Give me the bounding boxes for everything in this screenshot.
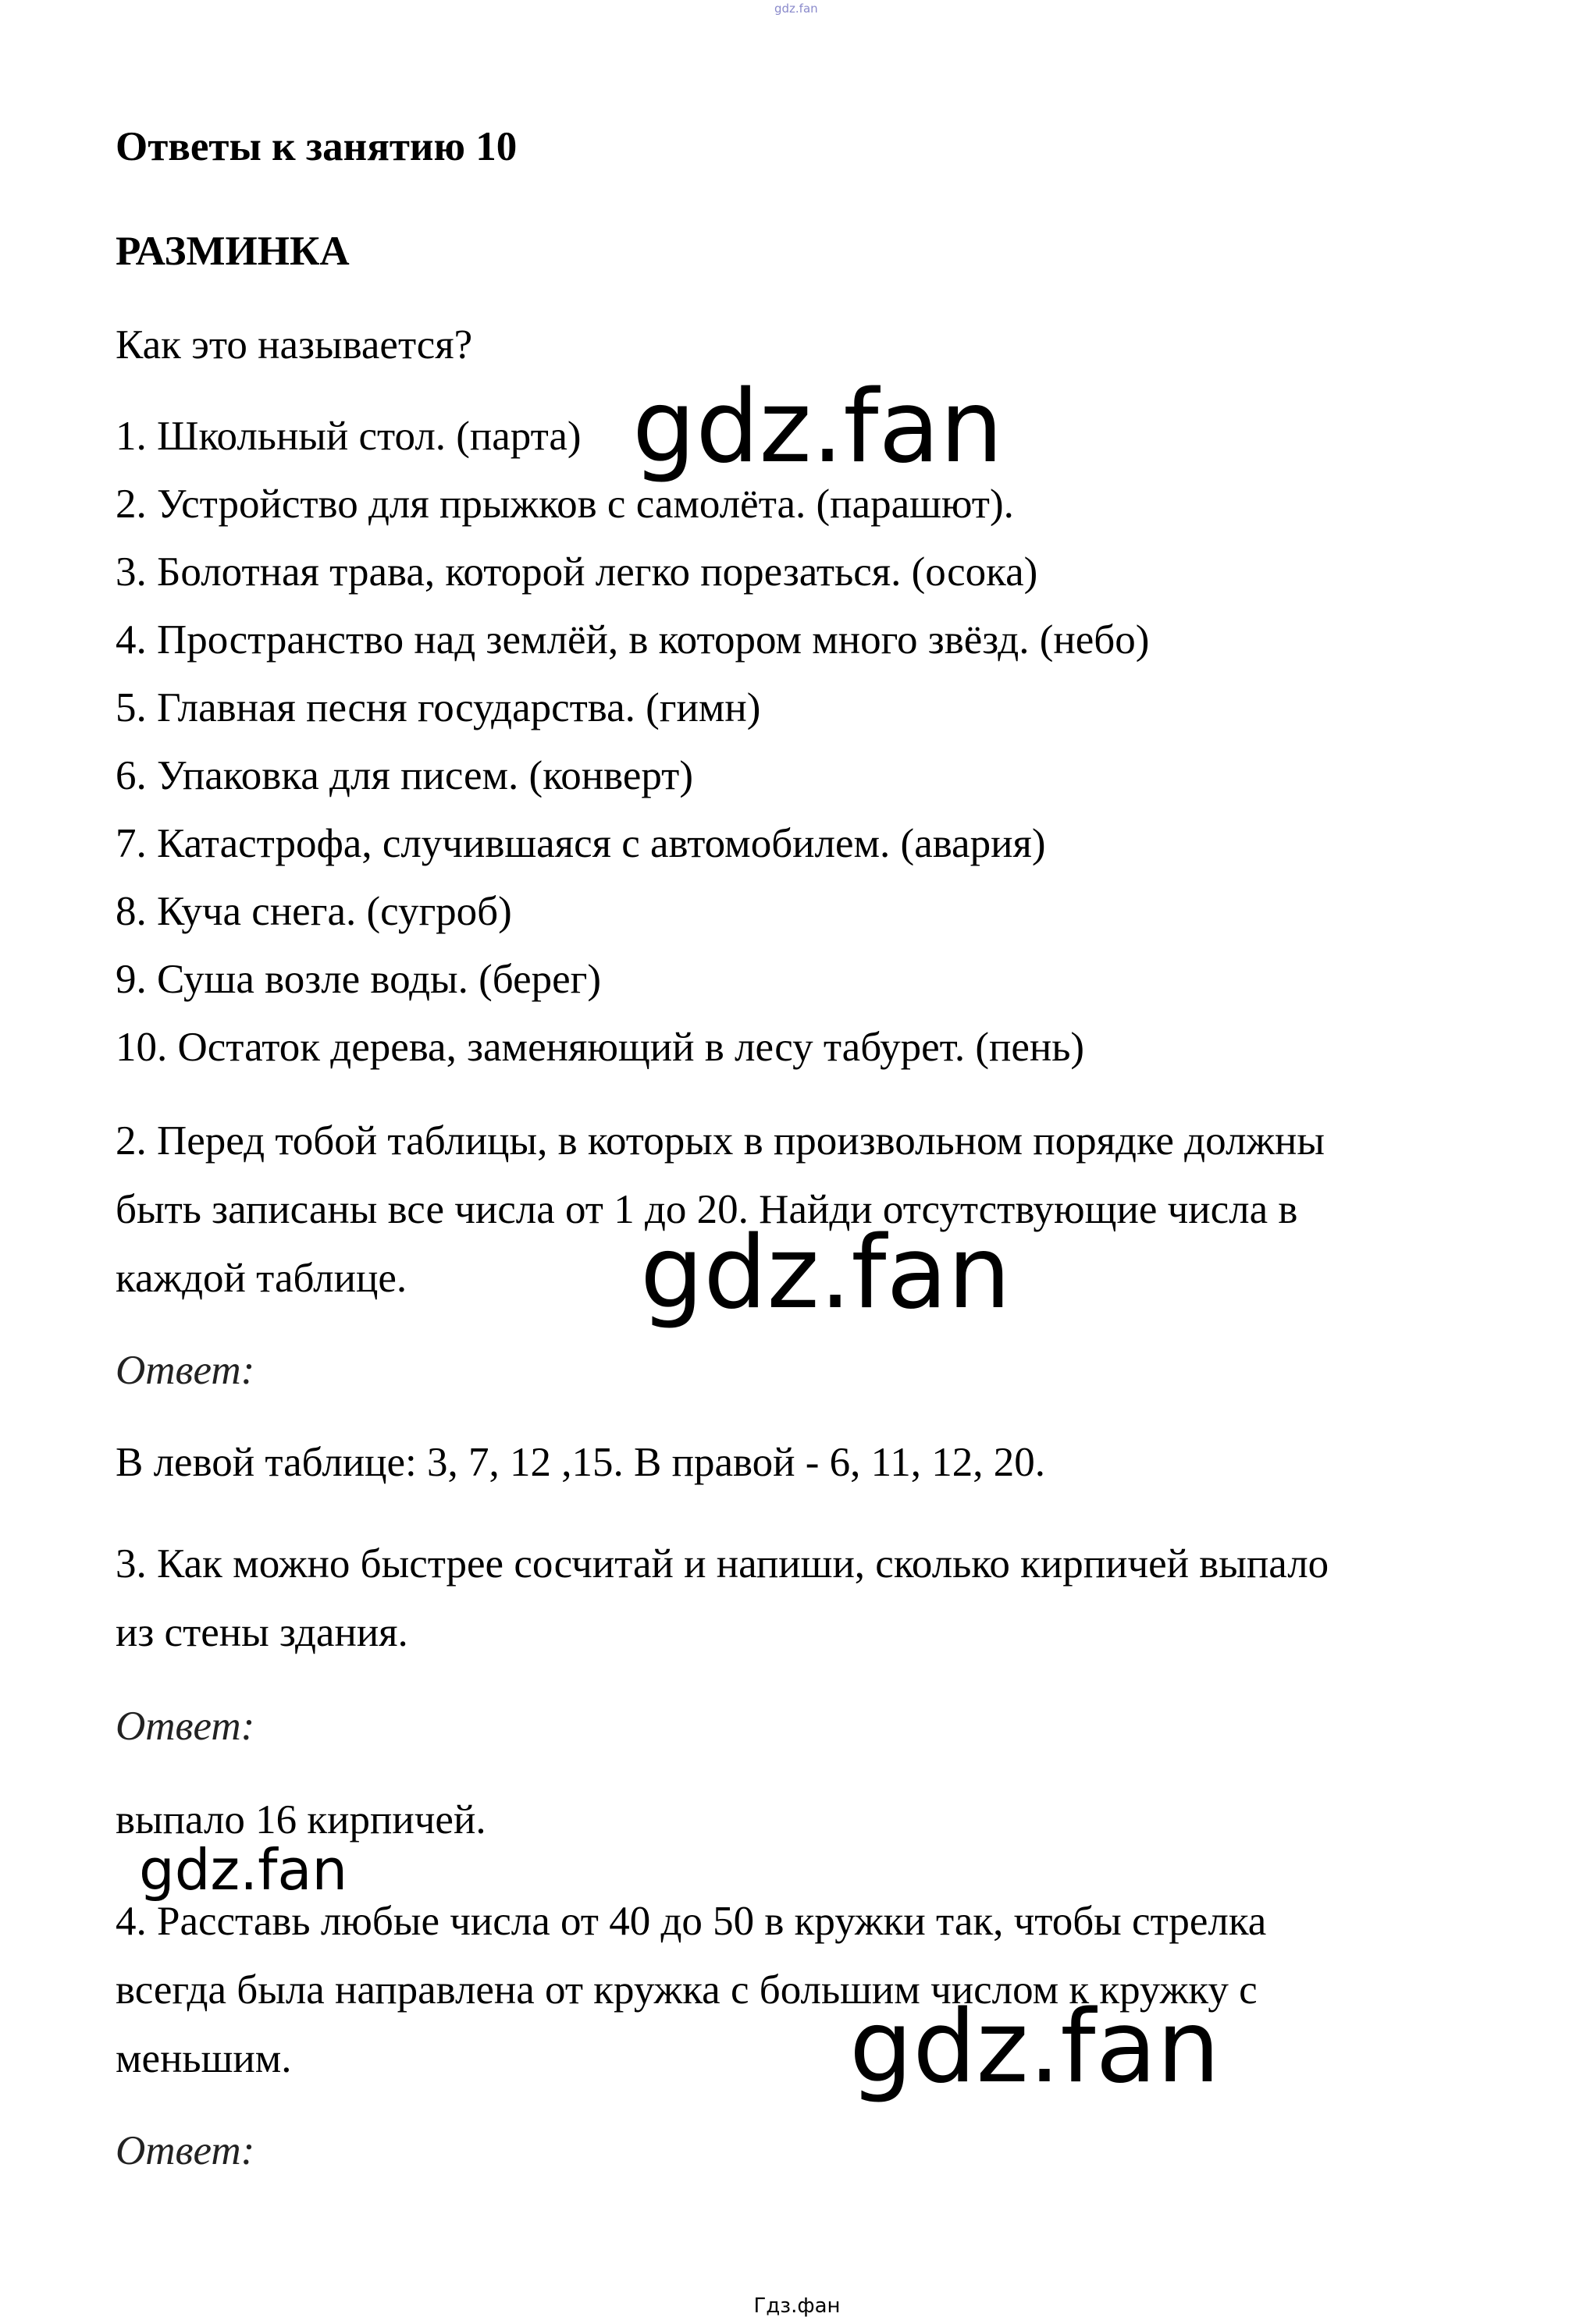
watermark: gdz.fan bbox=[849, 1989, 1220, 2105]
task2-text-line: 2. Перед тобой таблицы, в которых в произвольном порядке должны bbox=[116, 1118, 1325, 1164]
task3-text-line: 3. Как можно быстрее сосчитай и напиши, сколько кирпичей выпало bbox=[116, 1541, 1329, 1587]
task2-text-line: быть записаны все числа от 1 до 20. Найди отсутствующие числа в bbox=[116, 1187, 1298, 1232]
top-watermark: gdz.fan bbox=[774, 2, 818, 16]
list-item: 9. Суша возле воды. (берег) bbox=[116, 957, 601, 1002]
section-heading: РАЗМИНКА bbox=[116, 229, 350, 274]
list-item: 2. Устройство для прыжков с самолёта. (парашют). bbox=[116, 482, 1014, 527]
list-item: 3. Болотная трава, которой легко порезаться. (осока) bbox=[116, 549, 1038, 595]
list-item: 7. Катастрофа, случившаяся с автомобилем. (авария) bbox=[116, 821, 1046, 866]
list-item: 10. Остаток дерева, заменяющий в лесу табурет. (пень) bbox=[116, 1025, 1085, 1070]
watermark: gdz.fan bbox=[139, 1837, 348, 1903]
list-item: 4. Пространство над землёй, в котором много звёзд. (небо) bbox=[116, 617, 1150, 663]
task4-text-line: 4. Расставь любые числа от 40 до 50 в кружки так, чтобы стрелка bbox=[116, 1899, 1267, 1944]
page-title: Ответы к занятию 10 bbox=[116, 124, 518, 169]
task2-answer-label: Ответ: bbox=[116, 1348, 255, 1393]
list-item: 5. Главная песня государства. (гимн) bbox=[116, 685, 761, 730]
task4-text-line: всегда была направлена от кружка с большим числом к кружку с bbox=[116, 1967, 1258, 2013]
task3-answer-label: Ответ: bbox=[116, 1704, 255, 1749]
task4-text-line: меньшим. bbox=[116, 2036, 292, 2081]
list-item: 6. Упаковка для писем. (конверт) bbox=[116, 753, 693, 798]
task3-text-line: из стены здания. bbox=[116, 1610, 408, 1655]
list-item: 1. Школьный стол. (парта) bbox=[116, 414, 582, 459]
task4-answer-label: Ответ: bbox=[116, 2128, 255, 2173]
intro-question: Как это называется? bbox=[116, 322, 473, 368]
page-footer: Гдз.фан bbox=[753, 2294, 841, 2318]
task2-answer: В левой таблице: 3, 7, 12 ,15. В правой - 6, 11, 12, 20. bbox=[116, 1440, 1045, 1485]
list-item: 8. Куча снега. (сугроб) bbox=[116, 889, 512, 934]
watermark: gdz.fan bbox=[640, 1215, 1011, 1331]
watermark: gdz.fan bbox=[632, 369, 1003, 485]
task2-text-line: каждой таблице. bbox=[116, 1256, 407, 1301]
task3-answer: выпало 16 кирпичей. bbox=[116, 1797, 486, 1842]
